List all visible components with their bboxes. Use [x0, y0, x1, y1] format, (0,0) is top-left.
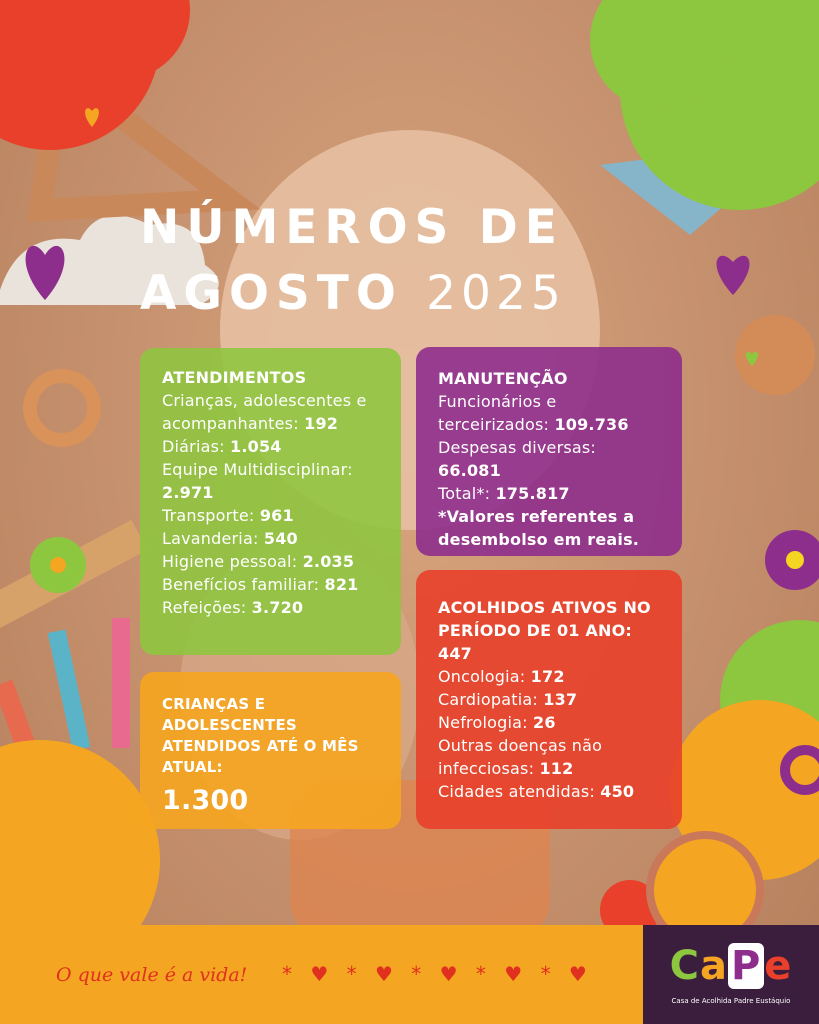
stat-line: Cidades atendidas: 450 — [438, 782, 635, 801]
card-heading: MANUTENÇÃO — [438, 369, 568, 388]
logo-tagline: Casa de Acolhida Padre Eustáquio — [671, 997, 791, 1005]
title-line-1: NÚMEROS DE — [140, 200, 564, 255]
page-title — [140, 195, 566, 327]
card-heading: ATENDIMENTOS — [162, 368, 307, 387]
stat-line: Transporte: 961 — [162, 506, 294, 525]
card-criancas — [140, 672, 401, 829]
stat-line: Funcionários e terceirizados: 109.736 — [438, 392, 629, 434]
card-atendimentos — [140, 348, 401, 655]
stat-line: Benefícios familiar: 821 — [162, 575, 359, 594]
title-line-2 — [140, 261, 566, 327]
stat-line: Oncologia: 172 — [438, 667, 565, 686]
stat-line: Cardiopatia: 137 — [438, 690, 578, 709]
stat-line: Higiene pessoal: 2.035 — [162, 552, 355, 571]
slogan: O que vale é a vida! — [56, 964, 248, 986]
logo-wordmark: CaPe — [669, 943, 793, 989]
card-heading: ACOLHIDOS ATIVOS NO PERÍODO DE 01 ANO: 447 — [438, 598, 651, 663]
title-month: AGOSTO — [140, 266, 403, 321]
ring-shape — [30, 376, 94, 440]
stat-line: Equipe Multidisciplinar: 2.971 — [162, 460, 353, 502]
logo — [643, 925, 819, 1024]
stat-line: Nefrologia: 26 — [438, 713, 556, 732]
big-number: 1.300 — [162, 785, 249, 816]
card-manutencao — [416, 347, 682, 556]
footnote: *Valores referentes a desembolso em reais. — [438, 507, 640, 549]
heart-icon — [717, 256, 750, 295]
stat-line: Refeições: 3.720 — [162, 598, 304, 617]
card-acolhidos — [416, 570, 682, 829]
decorative-marks: * ♥ * ♥ * ♥ * ♥ * ♥ — [282, 962, 593, 986]
stat-line: Total*: 175.817 — [438, 484, 570, 503]
card-heading: CRIANÇAS E ADOLESCENTES ATENDIDOS ATÉ O MÊS ATUAL: — [162, 695, 359, 776]
stat-line: Diárias: 1.054 — [162, 437, 282, 456]
title-year: 2025 — [426, 266, 566, 321]
stat-line: Lavanderia: 540 — [162, 529, 298, 548]
stat-line: Crianças, adolescentes e acompanhantes: 192 — [162, 391, 367, 433]
stat-line: Despesas diversas: 66.081 — [438, 438, 597, 480]
stat-line: Outras doenças não infecciosas: 112 — [438, 736, 603, 778]
